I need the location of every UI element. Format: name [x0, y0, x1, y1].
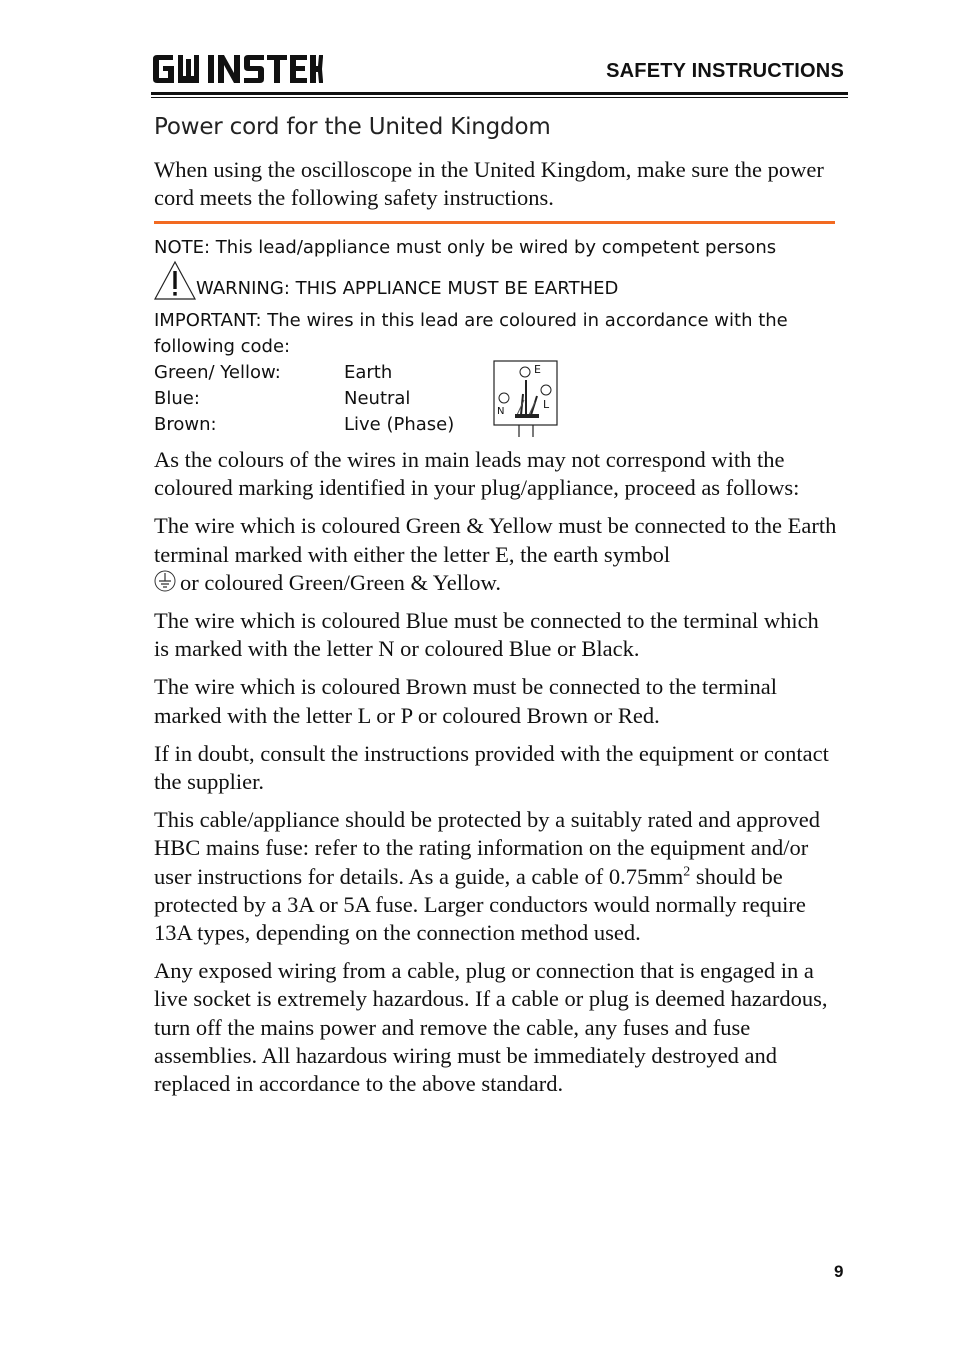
wire-code-label: Blue:: [154, 388, 200, 409]
section-title: SAFETY INSTRUCTIONS: [606, 60, 844, 82]
colours-paragraph: As the colours of the wires in main leads may not correspond with the coloured marking identified in your plug/appliance, proceed as follows:: [154, 447, 800, 501]
note-block: [154, 236, 838, 440]
wire-code-table: [154, 360, 838, 440]
gw-instek-logo: [153, 55, 323, 83]
wire-code-value: Neutral: [344, 388, 411, 409]
header-rule-thin: [151, 97, 848, 98]
wire-code-label: Brown:: [154, 414, 217, 435]
earth-symbol-icon: [154, 570, 176, 592]
green-yellow-text: The wire which is coloured Green & Yellow must be connected to the Earth terminal marked with either the letter E, the earth symbol: [154, 513, 837, 567]
plug-live-label: L: [543, 398, 550, 411]
plug-earth-label: E: [534, 363, 541, 376]
content: [154, 110, 838, 1098]
intro-paragraph: When using the oscilloscope in the United Kingdom, make sure the power cord meets the following safety instructions.: [154, 157, 824, 210]
section-heading: Power cord for the United Kingdom: [154, 114, 551, 140]
superscript-two: 2: [683, 864, 691, 880]
orange-divider: [154, 221, 835, 224]
plug-neutral-label: N: [497, 406, 505, 417]
header-rule-thick: [151, 92, 848, 95]
wire-code-label: Green/ Yellow:: [154, 362, 281, 383]
brown-wire-paragraph: The wire which is coloured Brown must be connected to the terminal marked with the letter L or P or coloured Brown or Red.: [154, 674, 777, 728]
warning-text: WARNING: THIS APPLIANCE MUST BE EARTHED: [196, 278, 619, 299]
page-number: 9: [834, 1262, 844, 1281]
doubt-paragraph: If in doubt, consult the instructions provided with the equipment or contact the supplier.: [154, 740, 829, 795]
note-text: NOTE: This lead/appliance must only be wired by competent persons: [154, 237, 777, 258]
exposed-wiring-paragraph: Any exposed wiring from a cable, plug or connection that is engaged in a live socket is extremely hazardous. If a cable or plug is deemed hazardous, turn off the mains power and remove the cable, any fuses and fuse assemblies. All hazardous wiring must be immediately destroyed and replaced in accordance to the above standard.: [154, 958, 828, 1097]
blue-wire-paragraph: The wire which is coloured Blue must be connected to the terminal which is marked with the letter N or coloured Blue or Black.: [154, 608, 819, 662]
green-yellow-paragraph: [154, 512, 838, 597]
wire-code-value: Live (Phase): [344, 414, 455, 435]
warning-row: [154, 274, 838, 300]
wire-code-value: Earth: [344, 362, 393, 383]
uk-plug-wiring-icon: [493, 360, 559, 438]
fuse-text-end: should be protected by a 3A or 5A fuse. Larger conductors would normally require 13A types, depending on the connection method used.: [154, 863, 806, 946]
fuse-paragraph: [154, 806, 838, 947]
warning-triangle-icon: [154, 260, 196, 300]
green-yellow-text-end: or coloured Green/Green & Yellow.: [180, 569, 501, 595]
important-text: IMPORTANT: The wires in this lead are coloured in accordance with the following code:: [154, 310, 788, 357]
fuse-text: This cable/appliance should be protected by a suitably rated and approved HBC mains fuse: refer to the rating information on the equipment and/or user instructions for details. As a guide, a cable of 0.75mm: [154, 807, 821, 889]
